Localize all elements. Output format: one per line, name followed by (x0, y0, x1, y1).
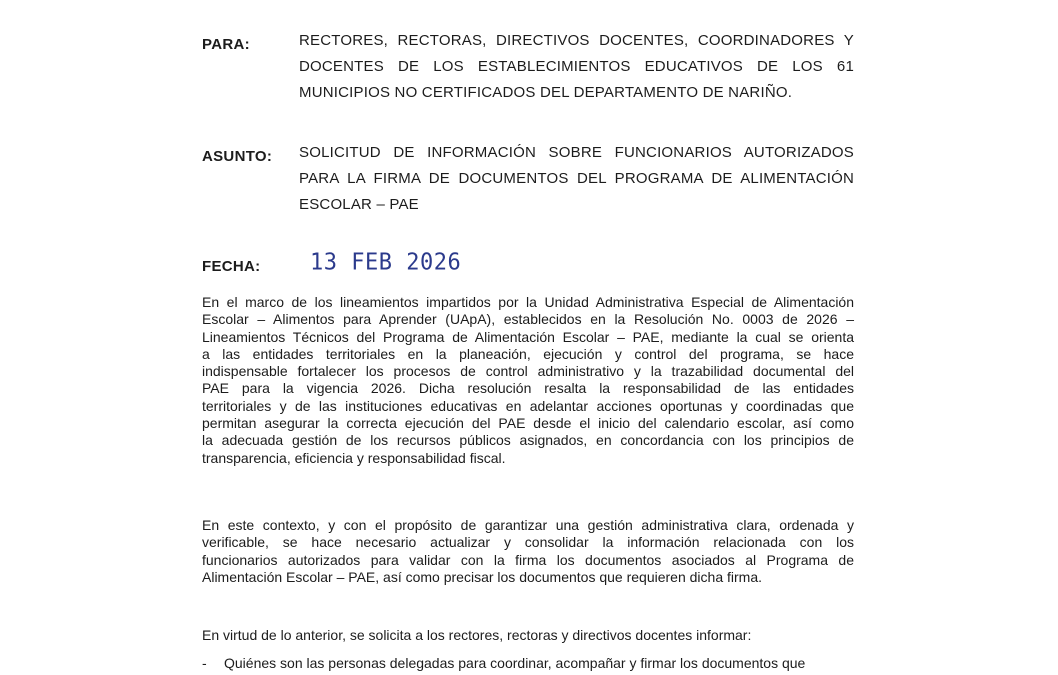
asunto-subject (299, 140, 854, 218)
asunto-line: PARA LA FIRMA DE DOCUMENTOS DEL PROGRAMA DE ALIMENTACIÓN (299, 170, 854, 187)
body-paragraph-2 (202, 517, 854, 586)
bullet-item (202, 655, 854, 672)
paragraph-line: funcionarios autorizados para validar con la firma los documentos asociados al Programa de (202, 551, 854, 568)
asunto-label: ASUNTO: (202, 148, 273, 165)
paragraph-line: PAE para la vigencia 2026. Dicha resolución resalta la responsabilidad de las entidades (202, 380, 854, 397)
paragraph-line: territoriales y de las instituciones educativas en adelantar acciones oportunas y coordinadas que (202, 397, 854, 414)
paragraph-line: En virtud de lo anterior, se solicita a los rectores, rectoras y directivos docentes informar: (202, 627, 752, 643)
paragraph-line: verificable, se hace necesario actualizar y consolidar la información relacionada con los (202, 534, 854, 551)
paragraph-line: Alimentación Escolar – PAE, así como precisar los documentos que requieren dicha firma. (202, 568, 763, 585)
para-label: PARA: (202, 36, 250, 53)
date-stamp: 13 FEB 2026 (310, 249, 462, 276)
paragraph-line: Lineamientos Técnicos del Programa de Alimentación Escolar – PAE, mediante la cual se orienta (202, 328, 854, 345)
bullet-dash: - (202, 655, 207, 671)
paragraph-line: a las entidades territoriales en la planeación, ejecución y control del programa, se hace (202, 345, 854, 362)
para-line: MUNICIPIOS NO CERTIFICADOS DEL DEPARTAMENTO DE NARIÑO. (299, 84, 793, 101)
asunto-line: ESCOLAR – PAE (299, 196, 419, 213)
para-recipients (299, 28, 854, 106)
para-line: DOCENTES DE LOS ESTABLECIMIENTOS EDUCATIVOS DE LOS 61 (299, 58, 854, 75)
paragraph-line: transparencia, eficiencia y responsabilidad fiscal. (202, 449, 506, 466)
asunto-line: SOLICITUD DE INFORMACIÓN SOBRE FUNCIONARIOS AUTORIZADOS (299, 144, 854, 161)
paragraph-line: la adecuada gestión de los recursos públicos asignados, en concordancia con los principios de (202, 432, 854, 449)
fecha-label: FECHA: (202, 258, 261, 275)
body-paragraph-3 (202, 627, 854, 644)
paragraph-line: indispensable fortalecer los procesos de control administrativo y la trazabilidad documental del (202, 363, 854, 380)
body-paragraph-1 (202, 294, 854, 467)
paragraph-line: En este contexto, y con el propósito de garantizar una gestión administrativa clara, ordenada y (202, 517, 854, 533)
paragraph-line: Escolar – Alimentos para Aprender (UApA), establecidos en la Resolución No. 0003 de 2026 – (202, 311, 854, 328)
bullet-text: Quiénes son las personas delegadas para coordinar, acompañar y firmar los documentos que (224, 655, 806, 671)
paragraph-line: En el marco de los lineamientos impartidos por la Unidad Administrativa Especial de Alimentación (202, 294, 854, 310)
paragraph-line: permitan asegurar la correcta ejecución del PAE desde el inicio del calendario escolar, así como (202, 415, 854, 432)
para-line: RECTORES, RECTORAS, DIRECTIVOS DOCENTES, COORDINADORES Y (299, 32, 854, 49)
